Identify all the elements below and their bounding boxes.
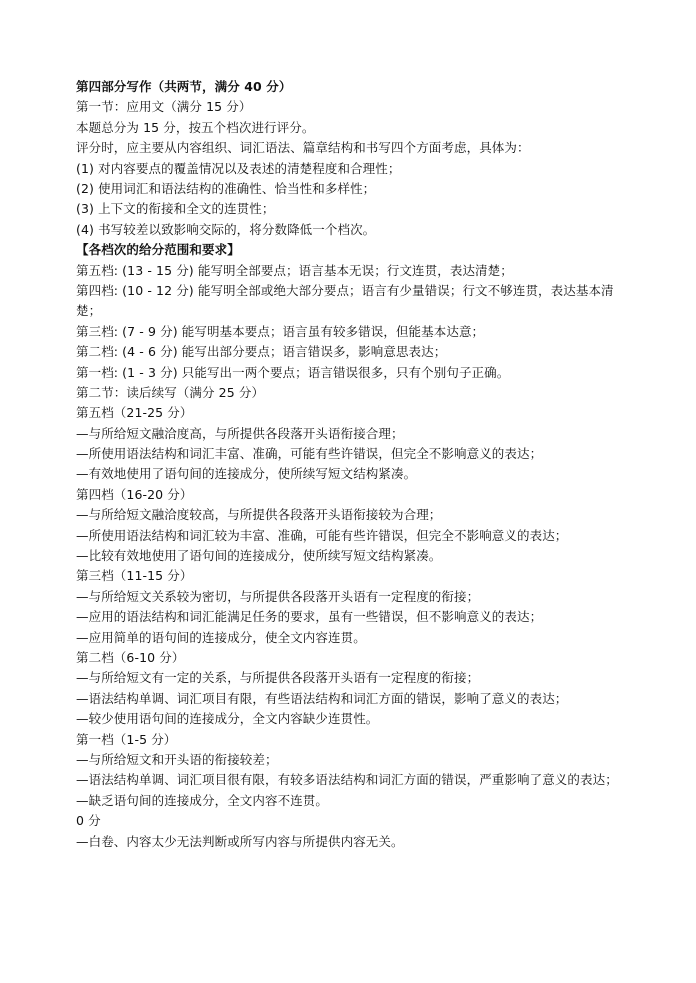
intro-line: 评分时，应主要从内容组织、词汇语法、篇章结构和书写四个方面考虑，具体为： — [76, 140, 530, 156]
tier-item: —应用的语法结构和词汇能满足任务的要求，虽有一些错误，但不影响意义的表达； — [76, 609, 543, 625]
tier-item: —有效地使用了语句间的连接成分，使所续写短文结构紧凑。 — [76, 466, 417, 482]
section1-heading: 第一节：应用文（满分 15 分） — [76, 99, 252, 115]
band-line: 第一档: (1 - 3 分) 只能写出一两个要点；语言错误很多，只有个别句子正确。 — [76, 364, 510, 380]
bands-heading: 【各档次的给分范围和要求】 — [76, 242, 240, 258]
tier-item: —与所给短文融洽度较高，与所提供各段落开头语衔接较为合理； — [76, 507, 442, 523]
tier-item: —白卷、内容太少无法判断或所写内容与所提供内容无关。 — [76, 833, 404, 849]
section2-heading: 第二节：读后续写（满分 25 分） — [76, 384, 265, 400]
tier-item: —语法结构单调、词汇项目很有限，有较多语法结构和词汇方面的错误，严重影响了意义的表达； — [76, 772, 618, 788]
band-line: 第三档: (7 - 9 分) 能写明基本要点；语言虽有较多错误，但能基本达意； — [76, 323, 485, 339]
part-title: 第四部分写作（共两节，满分 40 分） — [76, 79, 292, 94]
scoring-rubric — [76, 77, 624, 852]
tier-title: 第四档（16-20 分） — [76, 486, 193, 502]
intro-line: (1) 对内容要点的覆盖情况以及表述的清楚程度和合理性； — [76, 160, 401, 176]
tier-title: 第二档（6-10 分） — [76, 649, 185, 665]
intro-line: 本题总分为 15 分，按五个档次进行评分。 — [76, 119, 315, 135]
tier-item: —所使用语法结构和词汇丰富、准确，可能有些许错误，但完全不影响意义的表达； — [76, 446, 543, 462]
tier-item: —语法结构单调、词汇项目有限，有些语法结构和词汇方面的错误，影响了意义的表达； — [76, 690, 568, 706]
tier-item: —较少使用语句间的连接成分，全文内容缺少连贯性。 — [76, 711, 379, 727]
band-line: 第五档: (13 - 15 分) 能写明全部要点；语言基本无误；行文连贯，表达清楚； — [76, 262, 513, 278]
intro-line: (3) 上下文的衔接和全文的连贯性； — [76, 201, 275, 217]
tier-item: —与所给短文和开头语的衔接较差； — [76, 751, 278, 767]
tier-title: 第五档（21-25 分） — [76, 405, 193, 421]
intro-line: (4) 书写较差以致影响交际的，将分数降低一个档次。 — [76, 221, 376, 237]
tier-item: —与所给短文融洽度高，与所提供各段落开头语衔接合理； — [76, 425, 404, 441]
tier-item: —应用简单的语句间的连接成分，使全文内容连贯。 — [76, 629, 366, 645]
intro-line: (2) 使用词汇和语法结构的准确性、恰当性和多样性； — [76, 180, 376, 196]
tier-title: 0 分 — [76, 813, 101, 829]
tier-item: —与所给短文关系较为密切，与所提供各段落开头语有一定程度的衔接； — [76, 588, 480, 604]
tier-title: 第三档（11-15 分） — [76, 568, 193, 584]
tier-item: —比较有效地使用了语句间的连接成分，使所续写短文结构紧凑。 — [76, 548, 442, 564]
tier-title: 第一档（1-5 分） — [76, 731, 177, 747]
tier-item: —所使用语法结构和词汇较为丰富、准确，可能有些许错误，但完全不影响意义的表达； — [76, 527, 568, 543]
band-line: 第四档: (10 - 12 分) 能写明全部或绝大部分要点；语言有少量错误；行文不够连贯，表达基本清楚； — [76, 282, 614, 319]
tier-item: —缺乏语句间的连接成分，全文内容不连贯。 — [76, 792, 329, 808]
tier-item: —与所给短文有一定的关系，与所提供各段落开头语有一定程度的衔接； — [76, 670, 480, 686]
band-line: 第二档: (4 - 6 分) 能写出部分要点；语言错误多，影响意思表达； — [76, 344, 447, 360]
